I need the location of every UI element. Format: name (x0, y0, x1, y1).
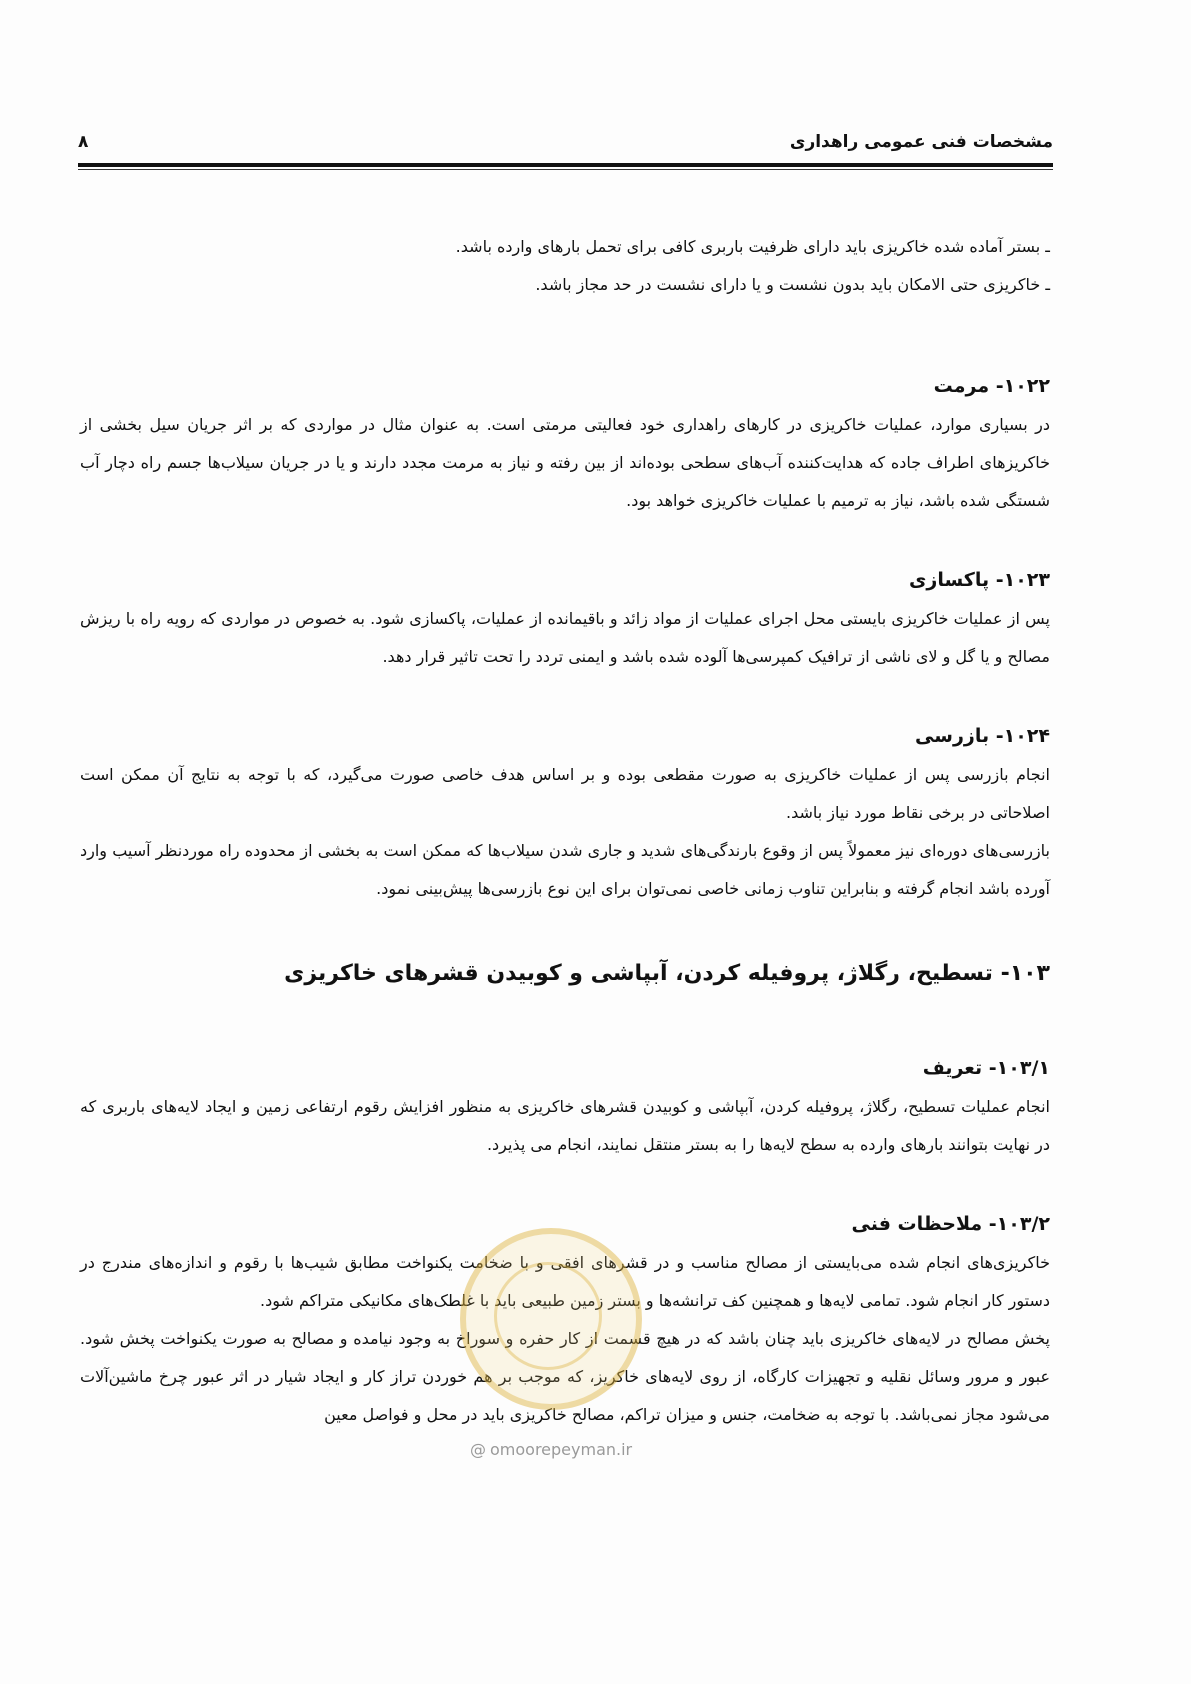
section-body-1022: در بسیاری موارد، عملیات خاکریزی در کارهای راهداری خود فعالیتی مرمتی است. به عنوان مثال در مواردی که بر اثر جریان سیل بخشی از خاکریزهای اطراف جاده که هدایت‌کننده آب‌های سطحی بوده‌اند از بین رفته و نیاز به مرمت مجدد دارند و یا در جریان سیلاب‌ها جسم راه دچار آب شستگی شده باشد، نیاز به ترمیم با عملیات خاکریزی خواهد بود. (80, 415, 1050, 510)
bullet-item: ـ بستر آماده شده خاکریزی باید دارای ظرفیت باربری کافی برای تحمل بارهای وارده باشد. (455, 237, 1050, 256)
section-body-1032-a: خاکریزی‌های انجام شده می‌بایستی از مصالح مناسب و در قشرهای افقی و با ضخامت یکنواخت مطابق شیب‌ها با رقوم و اندازه‌های مندرج در دستور کار انجام شود. تمامی لایه‌ها و همچنین کف ترانشه‌ها و بستر زمین طبیعی باید با غلطک‌های مکانیکی متراکم شود. (80, 1253, 1050, 1310)
page-number: ۸ (78, 132, 89, 152)
section-heading-1032: ۱۰۳/۲- ملاحظات فنی (851, 1213, 1050, 1235)
section-body-1024-a: انجام بازرسی پس از عملیات خاکریزی به صورت مقطعی بوده و بر اساس هدف خاصی صورت می‌گیرد، که با توجه به نتایج آن ممکن است اصلاحاتی در برخی نقاط مورد نیاز باشد. (80, 765, 1050, 822)
section-body-1023: پس از عملیات خاکریزی بایستی محل اجرای عملیات از مواد زائد و باقیمانده از عملیات، پاکسازی شود. به خصوص در مواردی که رویه راه با ریزش مصالح و یا گل و لای ناشی از ترافیک کمپرسی‌ها آلوده شده باشد و ایمنی تردد را تحت تاثیر قرار دهد. (80, 609, 1050, 666)
watermark-seal-inner (494, 1262, 602, 1370)
page-header (78, 132, 1053, 156)
header-rule (78, 163, 1053, 167)
section-heading-1024: ۱۰۲۴- بازرسی (915, 725, 1050, 747)
watermark-url-text: omoorepeyman.ir (490, 1440, 633, 1459)
header-title: مشخصات فنی عمومی راهداری (789, 132, 1053, 152)
section-heading-1023: ۱۰۲۳- پاکسازی (908, 569, 1050, 591)
header-rule-thin (78, 169, 1053, 170)
section-heading-103: ۱۰۳- تسطیح، رگلاژ، پروفیله کردن، آبپاشی و کوبیدن قشرهای خاکریزی (284, 961, 1050, 986)
spacer (80, 908, 1050, 952)
at-sign-icon: @ (470, 1440, 486, 1459)
section-heading-1022: ۱۰۲۲- مرمت (933, 375, 1050, 397)
section-body-1031: انجام عملیات تسطیح، رگلاژ، پروفیله کردن، آبپاشی و کوبیدن قشرهای خاکریزی به منظور افزایش رقوم ارتفاعی زمین و ایجاد لایه‌های باربری که در نهایت بتوانند بارهای وارده به سطح لایه‌ها را به بستر منتقل نمایند، انجام می پذیرد. (80, 1097, 1050, 1154)
section-heading-1031: ۱۰۳/۱- تعریف (922, 1057, 1050, 1079)
watermark-url (470, 1440, 632, 1459)
spacer (80, 996, 1050, 1048)
spacer (80, 520, 1050, 560)
section-body-1032-b: پخش مصالح در لایه‌های خاکریزی باید چنان باشد که در هیچ قسمت از کار حفره و سوراخ به وجود نیامده و مصالح به صورت یکنواخت پخش شود. عبور و مرور وسائل نقلیه و تجهیزات کارگاه، از روی لایه‌های خاکریز، که موجب بر هم خوردن تراز کار و ایجاد شیار در اثر عبور چرخ ماشین‌آلات می‌شود مجاز نمی‌باشد. با توجه به ضخامت، جنس و میزان تراکم، مصالح خاکریزی باید در محل و فواصل معین (80, 1329, 1050, 1424)
spacer (80, 1164, 1050, 1204)
watermark-seal-icon (460, 1228, 642, 1410)
spacer (80, 304, 1050, 366)
bullet-item: ـ خاکریزی حتی الامکان باید بدون نشست و یا دارای نشست در حد مجاز باشد. (535, 275, 1050, 294)
spacer (80, 676, 1050, 716)
section-body-1024-b: بازرسی‌های دوره‌ای نیز معمولاً پس از وقوع بارندگی‌های شدید و جاری شدن سیلاب‌ها که ممکن است به بخشی از محدوده راه موردنظر آسیب وارد آورده باشد انجام گرفته و بنابراین تناوب زمانی خاصی نمی‌توان برای این نوع بازرسی‌ها پیش‌بینی نمود. (80, 841, 1050, 898)
